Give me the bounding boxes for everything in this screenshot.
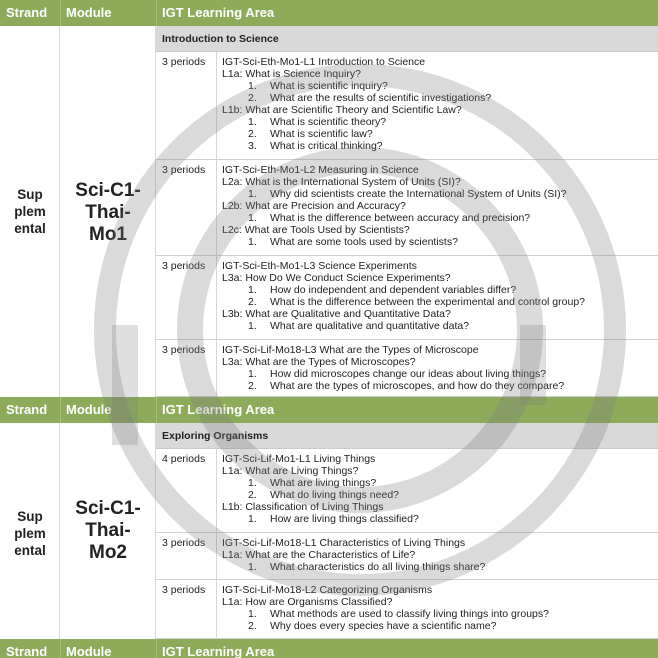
question-item [222,80,654,92]
question-number: 1. [248,320,257,332]
learning-area-column-header: IGT Learning Area [162,5,275,20]
subtopic-label: L1a: What are the Characteristics of Life? [222,549,416,561]
module-column-header: Module [66,402,112,417]
table-header [0,0,658,26]
question-text: What is the difference between the experimental and control group? [270,296,585,308]
question-text: What is scientific law? [270,128,373,140]
lesson-row [156,449,658,533]
question-item [222,368,654,380]
question-number: 1. [248,284,257,296]
question-number: 1. [248,561,257,573]
question-item [222,296,654,308]
question-text: What do living things need? [270,489,399,501]
question-text: Why did scientists create the International System of Units (SI)? [270,188,567,200]
table-header [0,639,658,658]
lesson-title: IGT-Sci-Lif-Mo18-L3 What are the Types of Microscope [222,344,479,356]
module-column-header: Module [66,5,112,20]
question-text: What is scientific inquiry? [270,80,388,92]
question-text: What are qualitative and quantitative data? [270,320,470,332]
question-number: 1. [248,608,257,620]
subtopic-label: L1a: What is Science Inquiry? [222,68,361,80]
lesson-content [222,453,654,525]
lesson-content [222,164,654,248]
question-text: What are living things? [270,477,377,489]
question-number: 2. [248,380,257,392]
question-text: What methods are used to classify living things into groups? [270,608,549,620]
question-text: What are the results of scientific investigations? [270,92,492,104]
strand-column-header: Strand [6,644,48,658]
periods-label: 3 periods [162,164,206,176]
question-text: How are living things classified? [270,513,419,525]
question-number: 3. [248,140,257,152]
lesson-title: IGT-Sci-Lif-Mo1-L1 Living Things [222,453,376,465]
question-number: 2. [248,128,257,140]
question-text: How do independent and dependent variables differ? [270,284,517,296]
question-number: 1. [248,212,257,224]
question-text: What is the difference between accuracy and precision? [270,212,531,224]
periods-label: 3 periods [162,260,206,272]
question-item [222,477,654,489]
subtopic-label: L3a: What are the Types of Microscopes? [222,356,416,368]
section-title: Introduction to Science [156,26,658,52]
learning-area-column-header: IGT Learning Area [162,644,275,658]
subtopic-label: L1a: How are Organisms Classified? [222,596,393,608]
lesson-content [222,56,654,152]
subtopic-label: L3b: What are Qualitative and Quantitative Data? [222,308,451,320]
question-number: 1. [248,513,257,525]
question-item [222,489,654,501]
subtopic-label: L2a: What is the International System of Units (SI)? [222,176,461,188]
periods-label: 3 periods [162,537,206,549]
periods-label: 3 periods [162,56,206,68]
question-item [222,284,654,296]
lesson-row [156,580,658,639]
question-text: What is critical thinking? [270,140,383,152]
question-item [222,92,654,104]
section-title: Exploring Organisms [156,423,658,449]
question-text: How did microscopes change our ideas about living things? [270,368,547,380]
question-item [222,116,654,128]
question-item [222,128,654,140]
question-number: 2. [248,92,257,104]
learning-area-column-header: IGT Learning Area [162,402,275,417]
question-item [222,320,654,332]
lesson-title: IGT-Sci-Eth-Mo1-L3 Science Experiments [222,260,417,272]
lesson-row [156,533,658,580]
question-item [222,380,654,392]
module-value: Sci-C1- Thai- Mo2 [75,498,141,563]
question-item [222,620,654,632]
question-number: 1. [248,477,257,489]
question-number: 2. [248,296,257,308]
strand-column-header: Strand [6,5,48,20]
question-item [222,608,654,620]
lesson-row [156,160,658,256]
question-number: 1. [248,80,257,92]
question-text: What are the types of microscopes, and how do they compare? [270,380,565,392]
question-number: 2. [248,620,257,632]
subtopic-label: L1b: Classification of Living Things [222,501,384,513]
question-number: 1. [248,188,257,200]
question-number: 1. [248,116,257,128]
subtopic-label: L3a: How Do We Conduct Science Experiments? [222,272,451,284]
table-header [0,397,658,423]
periods-label: 4 periods [162,453,206,465]
question-item [222,236,654,248]
periods-label: 3 periods [162,584,206,596]
subtopic-label: L2c: What are Tools Used by Scientists? [222,224,410,236]
lesson-title: IGT-Sci-Eth-Mo1-L2 Measuring in Science [222,164,419,176]
subtopic-label: L1a: What are Living Things? [222,465,359,477]
question-item [222,212,654,224]
lesson-content [222,260,654,332]
question-text: Why does every species have a scientific name? [270,620,497,632]
lesson-title: IGT-Sci-Lif-Mo18-L2 Categorizing Organisms [222,584,433,596]
subtopic-label: L2b: What are Precision and Accuracy? [222,200,406,212]
strand-column-header: Strand [6,402,48,417]
lesson-content [222,344,654,392]
question-number: 1. [248,236,257,248]
lesson-content [222,537,654,573]
question-number: 1. [248,368,257,380]
question-item [222,513,654,525]
lesson-title: IGT-Sci-Eth-Mo1-L1 Introduction to Science [222,56,426,68]
lesson-row [156,256,658,340]
strand-value: Sup plem ental [14,509,46,558]
question-item [222,140,654,152]
module-column-header: Module [66,644,112,658]
module-value: Sci-C1- Thai- Mo1 [75,180,141,245]
lesson-row [156,340,658,397]
subtopic-label: L1b: What are Scientific Theory and Scientific Law? [222,104,462,116]
lesson-content [222,584,654,632]
strand-value: Sup plem ental [14,187,46,236]
lesson-title: IGT-Sci-Lif-Mo18-L1 Characteristics of Living Things [222,537,466,549]
periods-label: 3 periods [162,344,206,356]
lesson-row [156,52,658,160]
question-text: What are some tools used by scientists? [270,236,458,248]
question-text: What characteristics do all living things share? [270,561,486,573]
question-item [222,188,654,200]
question-text: What is scientific theory? [270,116,387,128]
question-item [222,561,654,573]
question-number: 2. [248,489,257,501]
